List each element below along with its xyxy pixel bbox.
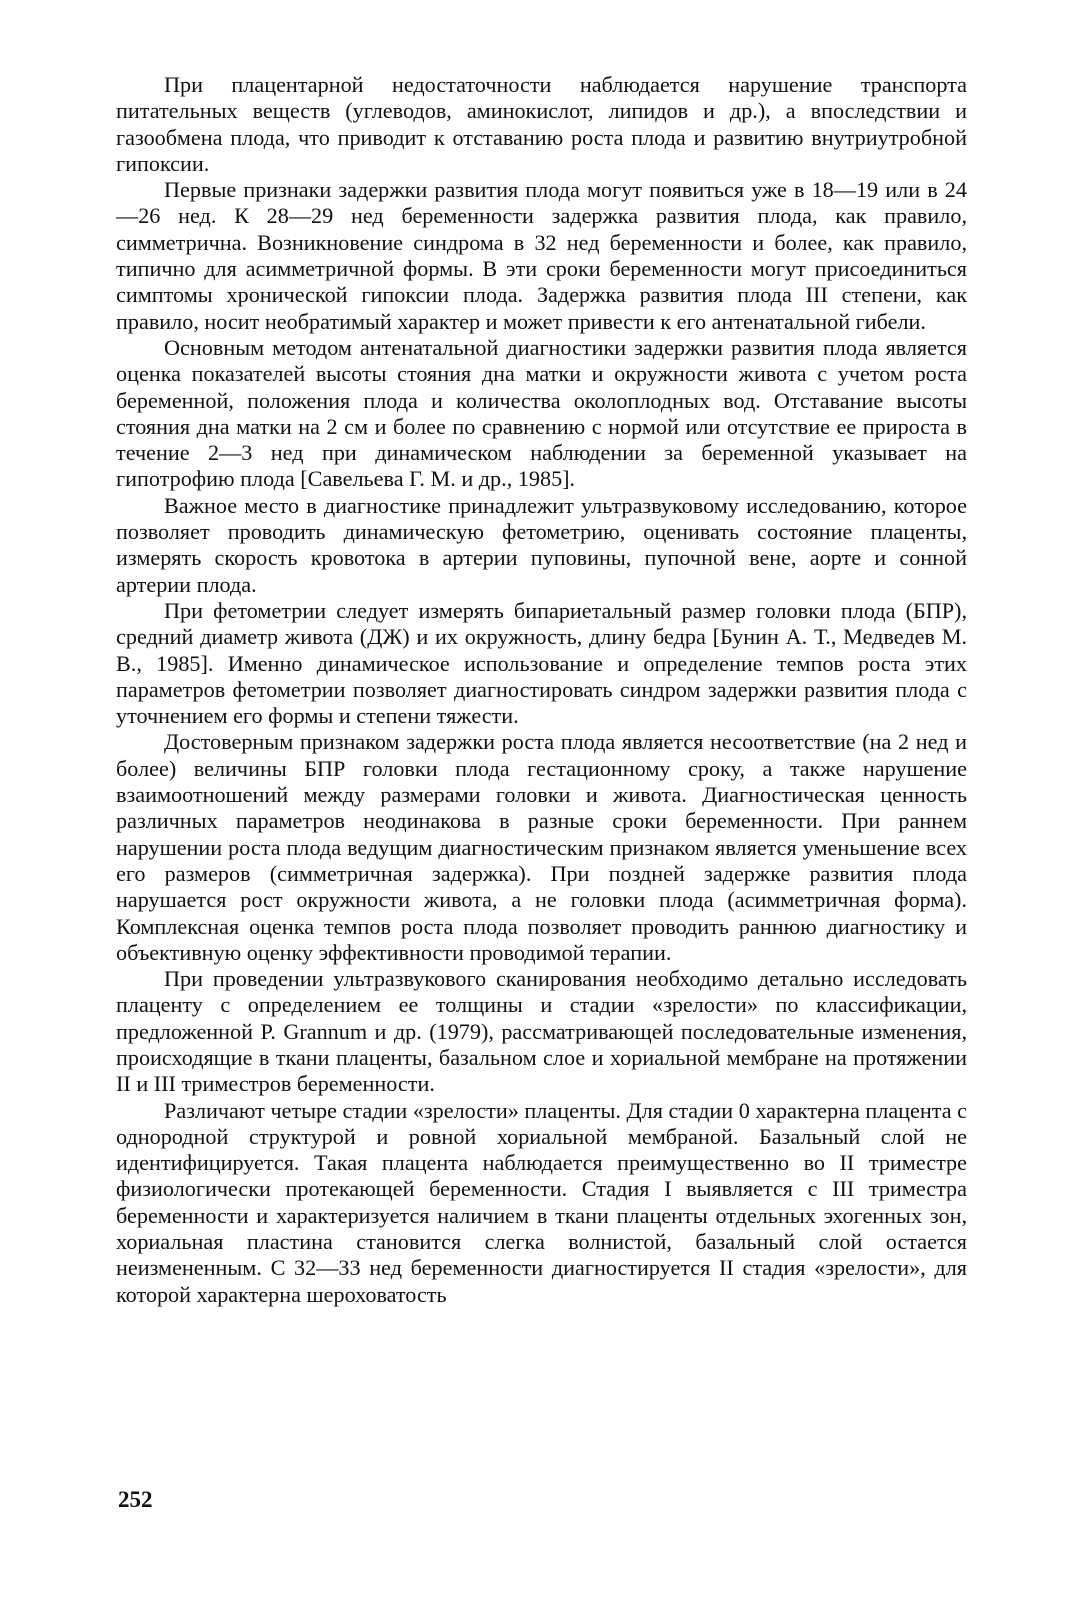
paragraph: Основным методом антенатальной диагностики задержки развития плода является оценка показателей высоты стояния дна матки и окружности живота с учетом роста беременной, положения плода и количества околоплодных вод. Отставание высоты стояния дна матки на 2 см и более по сравнению с нормой или отсутствие ее прироста в течение 2—3 нед при динамическом наблюдении за беременной указывает на гипотрофию плода [Савельева Г. М. и др., 1985]. [116, 334, 967, 492]
paragraph: Достоверным признаком задержки роста плода является несоответствие (на 2 нед и более) величины БПР головки плода гестационному сроку, а также нарушение взаимоотношений между размерами головки и живота. Диагностическая ценность различных параметров неодинакова в разные сроки беременности. При раннем нарушении роста плода ведущим диагностическим признаком является уменьшение всех его размеров (симметричная задержка). При поздней задержке развития плода нарушается рост окружности живота, а не головки плода (асимметричная форма). Комплексная оценка темпов роста плода позволяет проводить раннюю диагностику и объективную оценку эффективности проводимой терапии. [116, 729, 967, 965]
page-number: 252 [118, 1487, 153, 1512]
paragraph: При проведении ультразвукового сканирования необходимо детально исследовать плаценту с определением ее толщины и стадии «зрелости» по классификации, предложенной P. Grannum и др. (1979), рассматривающей последовательные изменения, происходящие в ткани плаценты, базальном слое и хориальной мембране на протяжении II и III триместров беременности. [116, 966, 967, 1097]
paragraph: При плацентарной недостаточности наблюдается нарушение транспорта питательных веществ (углеводов, аминокислот, липидов и др.), а впоследствии и газообмена плода, что приводит к отставанию роста плода и развитию внутриутробной гипоксии. [116, 72, 967, 176]
body-text [116, 72, 967, 1308]
paragraph: Различают четыре стадии «зрелости» плаценты. Для стадии 0 характерна плацента с однородной структурой и ровной хориальной мембраной. Базальный слой не идентифицируется. Такая плацента наблюдается преимущественно во II триместре физиологически протекающей беременности. Стадия I выявляется с III триместра беременности и характеризуется наличием в ткани плаценты отдельных эхогенных зон, хориальная пластина становится слегка волнистой, базальный слой остается неизмененным. С 32—33 нед беременности диагностируется II стадия «зрелости», для которой характерна шероховатость [116, 1097, 967, 1307]
paragraph: Важное место в диагностике принадлежит ультразвуковому исследованию, которое позволяет проводить динамическую фетометрию, оценивать состояние плаценты, измерять скорость кровотока в артерии пуповины, пупочной вене, аорте и сонной артерии плода. [116, 492, 967, 597]
paragraph: При фетометрии следует измерять бипариетальный размер головки плода (БПР), средний диаметр живота (ДЖ) и их окружность, длину бедра [Бунин А. Т., Медведев М. В., 1985]. Именно динамическое использование и определение темпов роста этих параметров фетометрии позволяет диагностировать синдром задержки развития плода с уточнением его формы и степени тяжести. [116, 597, 967, 729]
paragraph: Первые признаки задержки развития плода могут появиться уже в 18—19 или в 24—26 нед. К 28—29 нед беременности задержка развития плода, как правило, симметрична. Возникновение синдрома в 32 нед беременности и более, как правило, типично для асимметричной формы. В эти сроки беременности могут присоединиться симптомы хронической гипоксии плода. Задержка развития плода III степени, как правило, носит необратимый характер и может привести к его антенатальной гибели. [116, 177, 967, 334]
